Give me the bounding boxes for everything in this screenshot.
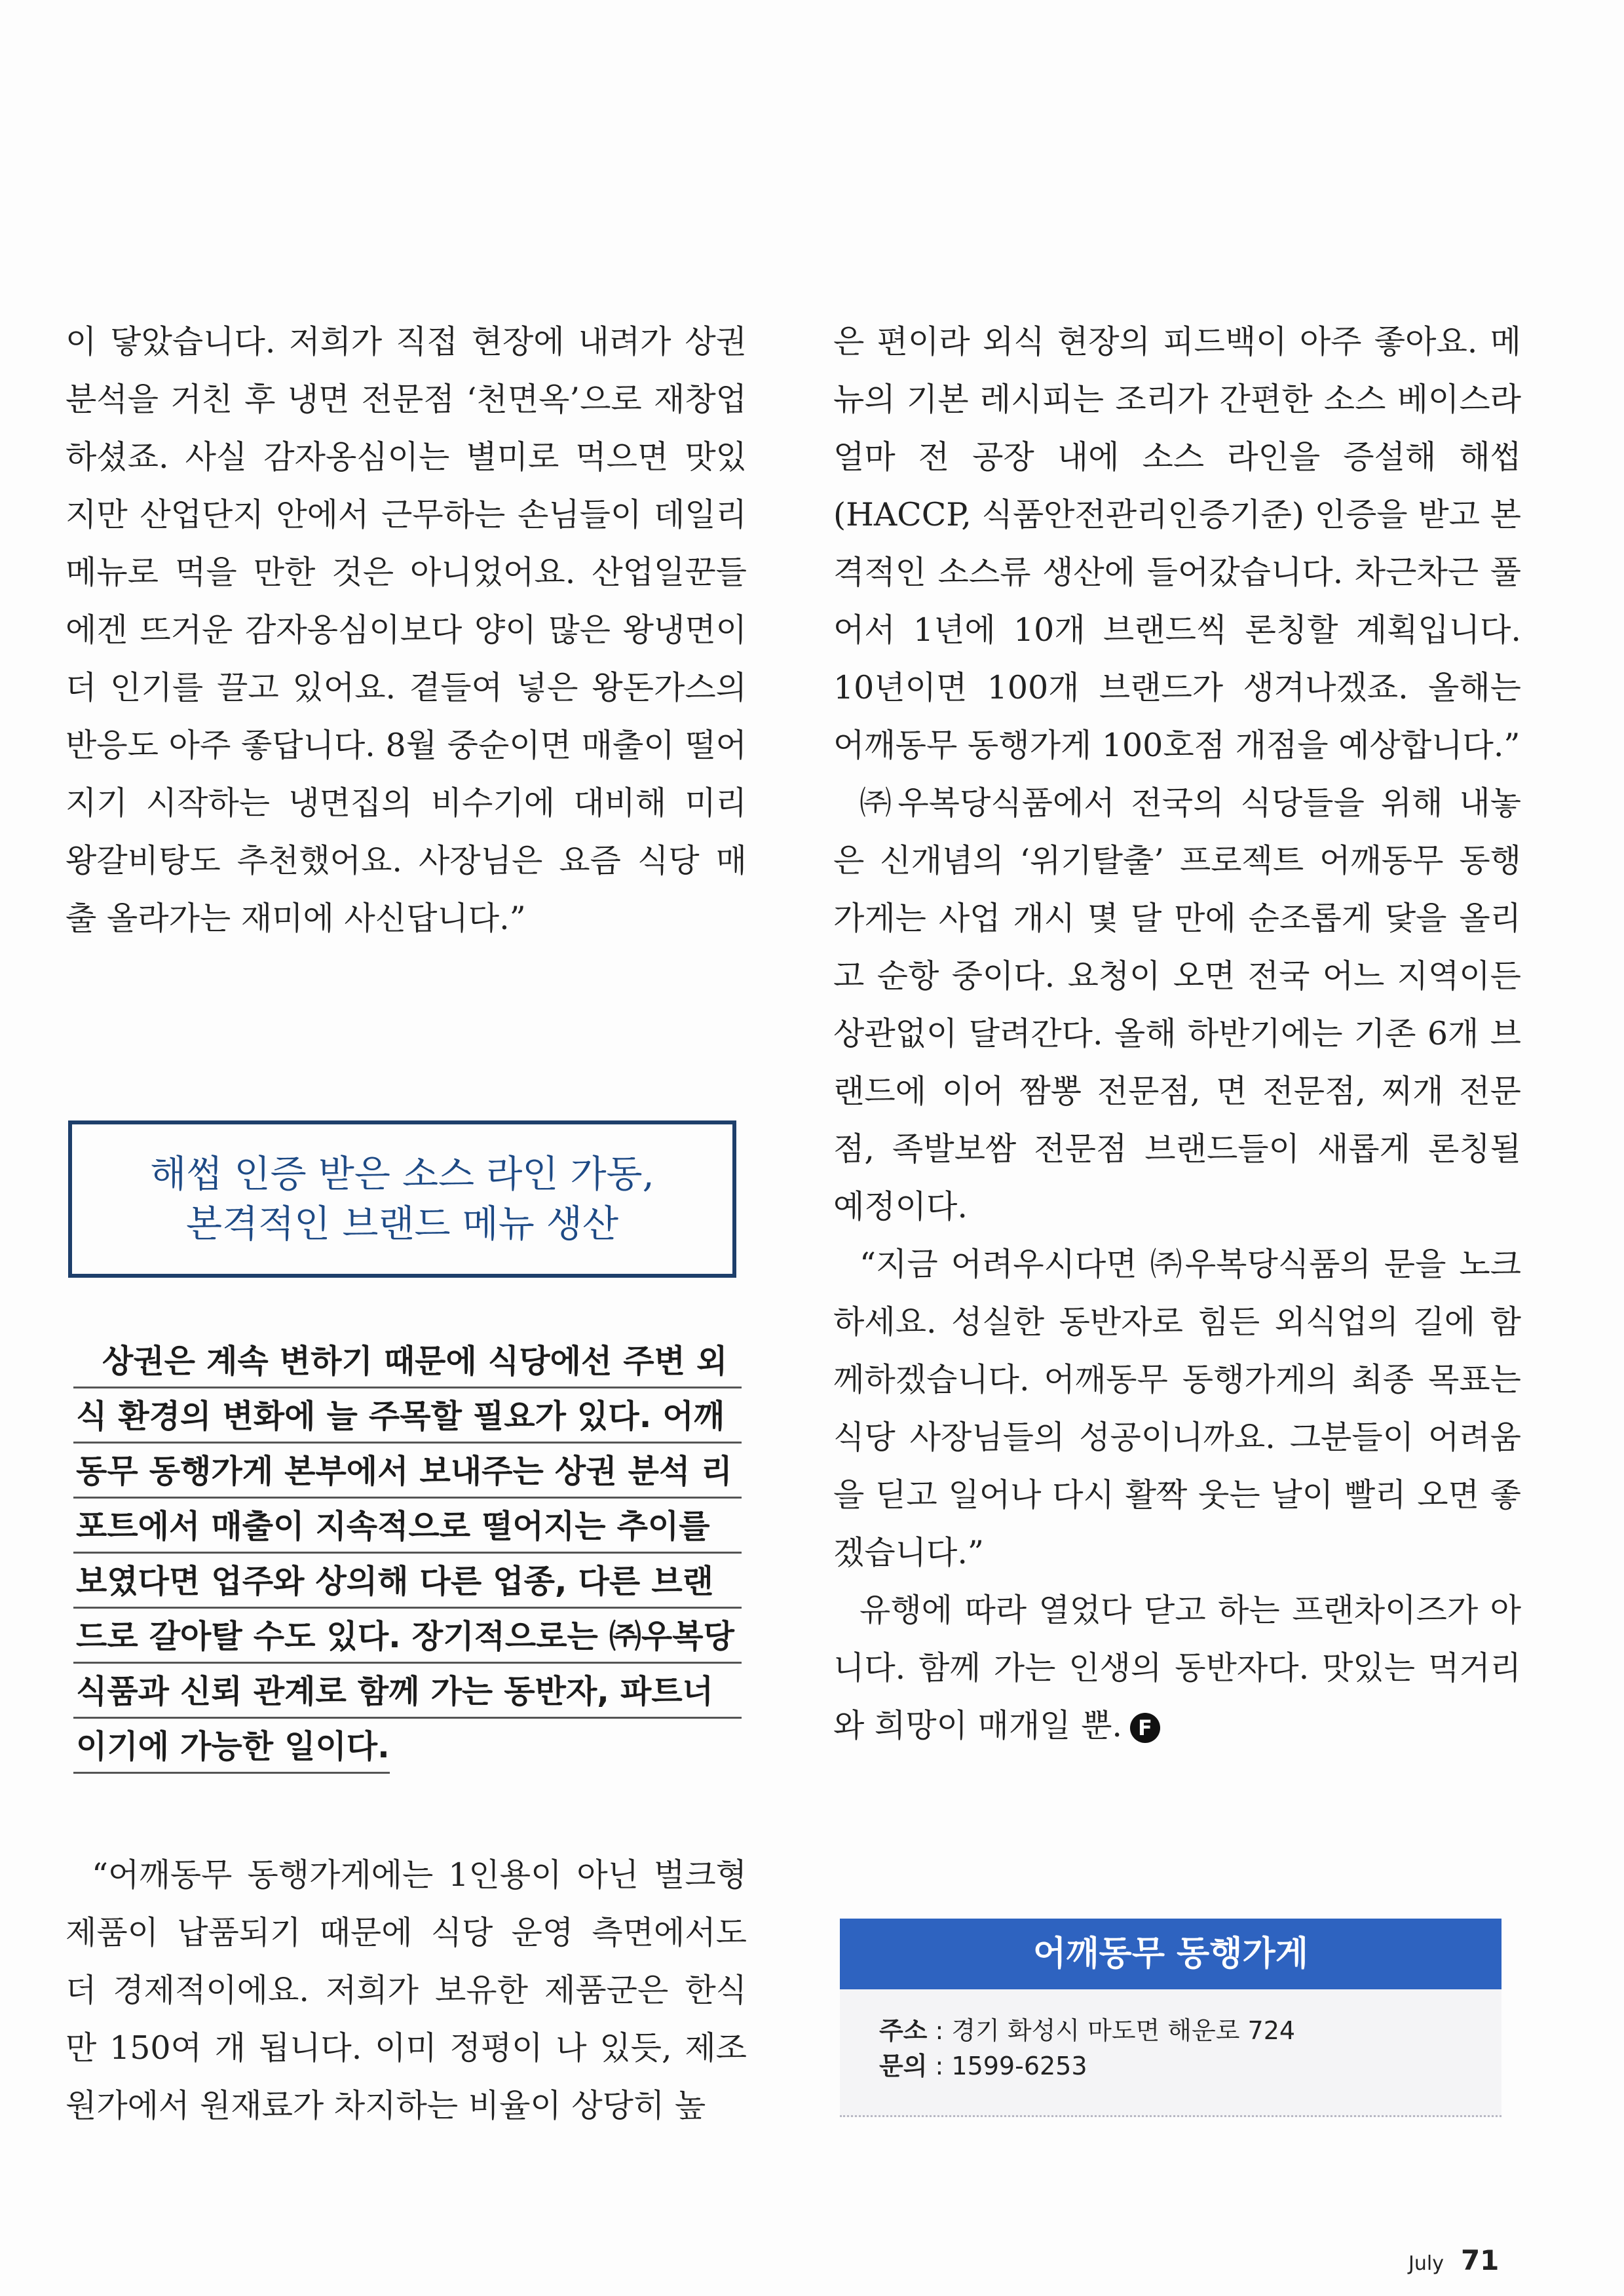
left-column [66,313,747,947]
highlight-line: 드로 갈아탈 수도 있다. 장기적으로는 ㈜우복당 [73,1612,742,1664]
body-paragraph: “지금 어려우시다면 ㈜우복당식품의 문을 노크하세요. 성실한 동반자로 힘든 외식업의 길에 함께하겠습니다. 어깨동무 동행가게의 최종 목표는 식당 사장님들의 성공이니까요. 그분들이 어려움을 딛고 일어나 다시 활짝 웃는 날이 빨리 오면 좋겠습니다.” [833,1246,1521,1571]
highlight-line: 상권은 계속 변하기 때문에 식당에선 주변 외 [73,1337,742,1388]
page-folio [1408,2244,1499,2276]
highlight-line: 이기에 가능한 일이다. [73,1722,390,1774]
separator: : [935,2052,952,2080]
address-label: 주소 [879,2016,928,2045]
highlight-line: 식 환경의 변화에 늘 주목할 필요가 있다. 어깨 [73,1392,742,1444]
address-row [840,2013,1501,2048]
quote-paragraph-block [66,1846,747,2135]
highlight-line: 보였다면 업주와 상의해 다른 업종, 다른 브랜 [73,1557,742,1609]
body-paragraph: ㈜우복당식품에서 전국의 식당들을 위해 내놓은 신개념의 ‘위기탈출’ 프로젝트 어깨동무 동행가게는 사업 개시 몇 달 만에 순조롭게 닻을 올리고 순항 중이다. 요청이 오면 전국 어느 지역이든 상관없이 달려간다. 올해 하반기에는 기존 6개 브랜드에 이어 짬뽕 전문점, 면 전문점, 찌개 전문점, 족발보쌈 전문점 브랜드들이 새롭게 론칭될 예정이다. [833,784,1521,1225]
contact-value: 1599-6253 [951,2052,1087,2080]
body-paragraph: 이 닿았습니다. 저희가 직접 현장에 내려가 상권 분석을 거친 후 냉면 전문점 ‘천면옥’으로 재창업하셨죠. 사실 감자옹심이는 별미로 먹으면 맛있지만 산업단지 안에서 근무하는 손님들이 데일리 메뉴로 먹을 만한 것은 아니었어요. 산업일꾼들에겐 뜨거운 감자옹심이보다 양이 많은 왕냉면이 더 인기를 끌고 있어요. 곁들여 넣은 왕돈가스의 반응도 아주 좋답니다. 8월 중순이면 매출이 떨어지기 시작하는 냉면집의 비수기에 대비해 미리 왕갈비탕도 추천했어요. 사장님은 요즘 식당 매출 올라가는 재미에 사신답니다.” [66,323,747,937]
highlight-block [73,1337,742,1777]
closing-paragraph [833,1582,1521,1755]
folio-month: July [1408,2252,1444,2275]
highlight-line: 식품과 신뢰 관계로 함께 가는 동반자, 파트너 [73,1667,742,1719]
body-paragraph: 은 편이라 외식 현장의 피드백이 아주 좋아요. 메뉴의 기본 레시피는 조리가 간편한 소스 베이스라 얼마 전 공장 내에 소스 라인을 증설해 해썹(HACCP, 식품안전관리인증기준) 인증을 받고 본격적인 소스류 생산에 들어갔습니다. 차근차근 풀어서 1년에 10개 브랜드씩 론칭할 계획입니다. 10년이면 100개 브랜드가 생겨나겠죠. 올해는 어깨동무 동행가게 100호점 개점을 예상합니다.” [833,323,1521,764]
highlight-line: 포트에서 매출이 지속적으로 떨어지는 추이를 [73,1502,742,1554]
page-number: 71 [1460,2244,1500,2276]
subhead-line: 본격적인 브랜드 메뉴 생산 [185,1202,619,1246]
info-box [840,1919,1501,2117]
subhead-line: 해썹 인증 받은 소스 라인 가동, [150,1153,654,1196]
separator: : [935,2016,952,2045]
address-value: 경기 화성시 마도면 해운로 724 [951,2016,1296,2045]
subhead-box [68,1120,736,1278]
info-box-title: 어깨동무 동행가게 [840,1919,1501,1989]
highlight-line: 동무 동행가게 본부에서 보내주는 상권 분석 리 [73,1447,742,1499]
right-column [833,313,1521,1755]
contact-row [840,2048,1501,2084]
contact-label: 문의 [879,2052,928,2080]
body-paragraph: “어깨동무 동행가게에는 1인용이 아닌 벌크형 제품이 납품되기 때문에 식당 운영 측면에서도 더 경제적이에요. 저희가 보유한 제품군은 한식만 150여 개 됩니다. 이미 정평이 나 있듯, 제조원가에서 원재료가 차지하는 비율이 상당히 높 [66,1856,747,2124]
article-end-icon: F [1130,1713,1160,1743]
closing-text: 유행에 따라 열었다 닫고 하는 프랜차이즈가 아니다. 함께 가는 인생의 동반자다. 맛있는 먹거리와 희망이 매개일 뿐. [833,1592,1521,1744]
